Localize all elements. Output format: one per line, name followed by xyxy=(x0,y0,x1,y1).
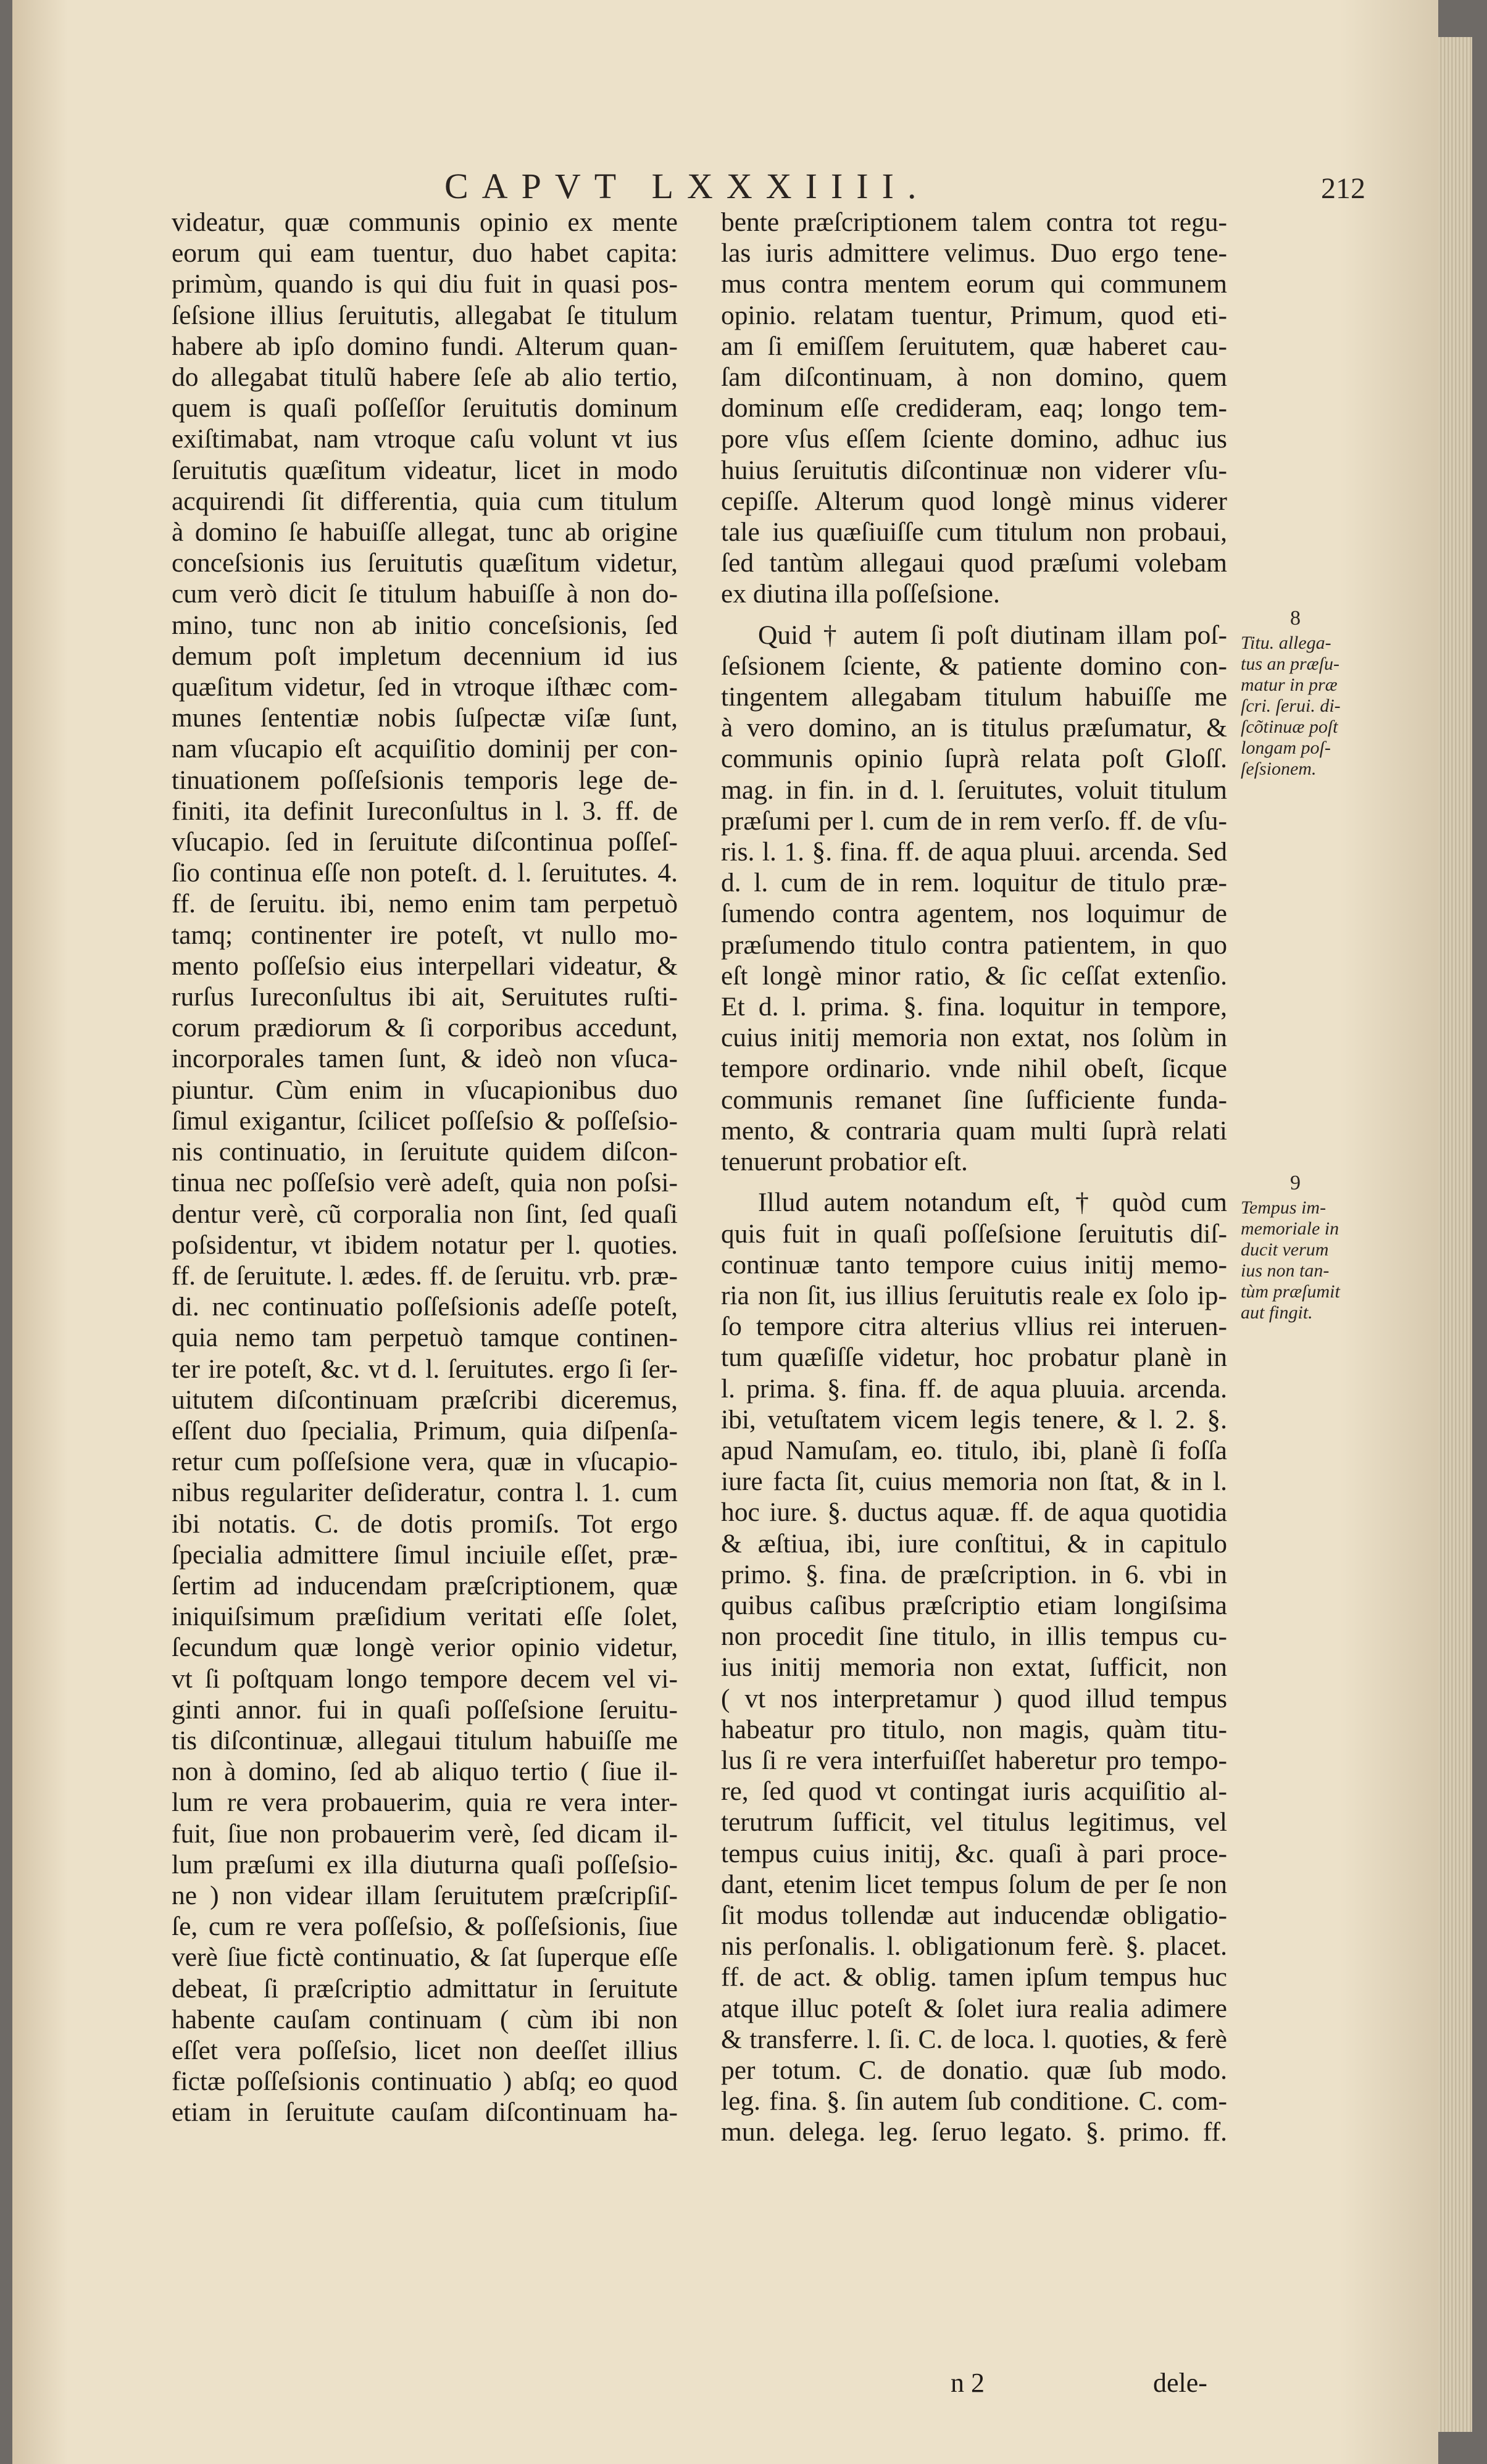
text-line: hoc iure. §. ductus aquæ. ff. de aqua quotidia xyxy=(721,1497,1227,1528)
text-line: à vero domino, an is titulus præſumatur, & xyxy=(721,713,1227,743)
text-line: quia nemo tam perpetuò tamque continen- xyxy=(172,1323,678,1353)
marginal-note-line: memoriale in xyxy=(1241,1218,1339,1239)
text-line: do allegabat titulũ habere ſeſe ab alio tertio, xyxy=(172,362,678,393)
text-line: eſt longè minor ratio, & ſic ceſſat extenſio. xyxy=(721,960,1227,991)
text-line: rurſus Iureconſultus ibi ait, Seruitutes ruſti- xyxy=(172,982,678,1012)
text-line: conceſsionis ius ſeruitutis quæſitum videtur, xyxy=(172,548,678,578)
marginal-note-line: Titu. allega- xyxy=(1241,633,1331,653)
text-line: lum præſumi ex illa diuturna quaſi poſſeſsio- xyxy=(172,1849,678,1879)
page-number: 212 xyxy=(1321,172,1365,205)
text-line: cuius initij memoria non extat, nos ſolùm in xyxy=(721,1023,1227,1053)
text-line: corum prædiorum & ſi corporibus accedunt, xyxy=(172,1013,678,1043)
text-line: præſumendo titulo contra patientem, in quo xyxy=(721,930,1227,960)
marginal-note-number: 9 xyxy=(1290,1172,1301,1194)
text-line: nis perſonalis. l. obligationum ferè. §. placet. xyxy=(721,1931,1227,1962)
paragraph xyxy=(721,207,1227,610)
text-line: mag. in fin. in d. l. ſeruitutes, voluit titulum xyxy=(721,775,1227,805)
text-line: ff. de act. & oblig. tamen ipſum tempus huc xyxy=(721,1962,1227,1992)
text-line: mento poſſeſsio eius interpellari videatur, & xyxy=(172,951,678,981)
text-line: mento, & contraria quam multi ſuprà relati xyxy=(721,1115,1227,1146)
text-line: las iuris admittere velimus. Duo ergo tene- xyxy=(721,238,1227,268)
text-line: mun. delega. leg. ſeruo legato. §. primo. ff. xyxy=(721,2117,1227,2147)
text-line: ſpecialia admittere ſimul inciuile eſſet, præ- xyxy=(172,1539,678,1570)
text-line: Et d. l. prima. §. fina. loquitur in tempore, xyxy=(721,992,1227,1022)
text-line: munes ſententiæ nobis ſuſpectæ viſæ ſunt, xyxy=(172,703,678,733)
text-line: ginti annor. fui in quaſi poſſeſsione ſeruitu- xyxy=(172,1694,678,1725)
text-line: præſumi per l. cum de in rem verſo. ff. de vſu- xyxy=(721,805,1227,836)
text-line: primùm, quando is qui diu fuit in quasi pos- xyxy=(172,269,678,299)
text-line: atque illuc poteſt & ſolet iura realia adimere xyxy=(721,1993,1227,2023)
text-line: ſed tantùm allegaui quod præſumi volebam xyxy=(721,548,1227,578)
text-line: mino, tunc non ab initio conceſsionis, ſed xyxy=(172,610,678,640)
text-line: cum verò dicit ſe titulum habuiſſe à non do- xyxy=(172,579,678,609)
text-line: retur cum poſſeſsione vera, quæ in vſucapio- xyxy=(172,1447,678,1477)
text-line: tingentem allegabam titulum habuiſſe me xyxy=(721,682,1227,712)
text-line: acquirendi ſit differentia, quia cum titulum xyxy=(172,486,678,516)
text-line: tinuationem poſſeſsionis temporis lege de- xyxy=(172,765,678,795)
text-line: ne ) non videar illam ſeruitutem præſcripſiſ- xyxy=(172,1880,678,1910)
text-line: ſertim ad inducendam præſcriptionem, quæ xyxy=(172,1570,678,1600)
text-line: nis continuatio, in ſeruitute quidem diſcon- xyxy=(172,1137,678,1167)
marginal-note-line: ius non tan- xyxy=(1241,1260,1330,1281)
marginal-note-8 xyxy=(1241,608,1370,780)
text-line: exiſtimabat, nam vtroque caſu volunt vt ius xyxy=(172,424,678,454)
text-line: ( vt nos interpretamur ) quod illud tempus xyxy=(721,1683,1227,1713)
text-line: fictæ poſſeſsionis continuatio ) abſq; eo quod xyxy=(172,2067,678,2097)
text-line: ſam diſcontinuam, à non domino, quem xyxy=(721,362,1227,393)
text-line: primo. §. fina. de præſcription. in 6. vbi in xyxy=(721,1559,1227,1589)
text-line: non à domino, ſed ab aliquo tertio ( ſiue il- xyxy=(172,1757,678,1787)
marginal-note-line: ſcõtinuæ poſt xyxy=(1241,717,1338,737)
text-line: vſucapio. ſed in ſeruitute diſcontinua poſſeſ- xyxy=(172,827,678,857)
marginal-note-9 xyxy=(1241,1173,1370,1323)
text-line: ſe, cum re vera poſſeſsio, & poſſeſsionis, ſiue xyxy=(172,1912,678,1942)
text-line: & æſtiua, ibi, iure conſtitui, & in capitulo xyxy=(721,1528,1227,1559)
text-line: nam vſucapio eſt acquiſitio dominij per con- xyxy=(172,734,678,764)
text-line: ex diutina illa poſſeſsione. xyxy=(721,579,1000,609)
text-line: nibus regulariter deſideratur, contra l. 1. cum xyxy=(172,1478,678,1508)
text-line: bente præſcriptionem talem contra tot regu- xyxy=(721,207,1227,237)
catchword: dele- xyxy=(1153,2368,1207,2398)
signature-mark: n 2 xyxy=(951,2368,985,2398)
marginal-note-line: aut fingit. xyxy=(1241,1302,1313,1323)
text-line: dominum eſſe credideram, eaq; longo tem- xyxy=(721,393,1227,423)
text-line: communis remanet ſine ſufficiente funda- xyxy=(721,1084,1227,1115)
text-line: videatur, quæ communis opinio ex mente xyxy=(172,207,678,237)
text-line: lus ſi re vera interfuiſſet haberetur pro tempo- xyxy=(721,1745,1227,1775)
text-line: fuit, ſiue non probauerim verè, ſed dicam il- xyxy=(172,1818,678,1849)
text-line: ibi, vetuſtatem vicem legis tenere, & l. 2. §. xyxy=(721,1404,1227,1434)
page-edges xyxy=(1438,37,1472,2432)
text-line: vt ſi poſtquam longo tempore decem vel vi- xyxy=(172,1663,678,1694)
text-line: & transferre. l. ſi. C. de loca. l. quoties, & ferè xyxy=(721,2024,1227,2054)
text-line: tempore ordinario. vnde nihil obeſt, ſicque xyxy=(721,1054,1227,1084)
text-line: ſecundum quæ longè verior opinio videtur, xyxy=(172,1633,678,1663)
text-line: huius ſeruitutis diſcontinuæ non viderer vſu- xyxy=(721,455,1227,485)
text-line: debeat, ſi præſcriptio admittatur in ſeruitute xyxy=(172,1973,678,2004)
text-line: Illud autem notandum eſt, † quòd cum xyxy=(758,1188,1227,1218)
text-line: ſeruitutis quæſitum videatur, licet in modo xyxy=(172,455,678,485)
text-line: piuntur. Cùm enim in vſucapionibus duo xyxy=(172,1075,678,1105)
marginal-note-line: longam poſ- xyxy=(1241,738,1331,758)
text-line: tinua nec poſſeſsio verè adeſt, quia non poſsi- xyxy=(172,1168,678,1198)
text-line: demum poſt impletum decennium id ius xyxy=(172,641,678,671)
text-line: non procedit ſine titulo, in illis tempus cu- xyxy=(721,1621,1227,1652)
text-line: ſio continua eſſe non poteſt. d. l. ſeruitutes. 4. xyxy=(172,858,678,888)
text-line: quibus caſibus præſcriptio etiam longiſsima xyxy=(721,1590,1227,1620)
text-line: ter ire poteſt, &c. vt d. l. ſeruitutes. ergo ſi ſer- xyxy=(172,1354,678,1384)
text-line: continuæ tanto tempore cuius initij memo- xyxy=(721,1249,1227,1280)
text-line: ſeſsionem ſciente, & patiente domino con- xyxy=(721,651,1227,681)
text-line: re, ſed quod vt contingat iuris acquiſitio al- xyxy=(721,1776,1227,1807)
text-line: quem is quaſi poſſeſſor ſeruitutis dominum xyxy=(172,393,678,423)
text-line: incorporales tamen ſunt, & ideò non vſuca- xyxy=(172,1044,678,1074)
text-line: tamq; continenter ire poteſt, vt nullo mo- xyxy=(172,920,678,950)
text-line: di. nec continuatio poſſeſsionis adeſſe poteſt, xyxy=(172,1292,678,1322)
marginal-note-line: matur in præ xyxy=(1241,675,1338,695)
text-line: terutrum ſufficit, vel titulus legitimus, vel xyxy=(721,1807,1227,1838)
text-line: ſit modus tollendæ aut inducendæ obligatio- xyxy=(721,1900,1227,1930)
text-line: quis fuit in quaſi poſſeſsione ſeruitutis diſ- xyxy=(721,1218,1227,1249)
text-line: mus contra mentem eorum qui communem xyxy=(721,269,1227,299)
paragraph xyxy=(721,620,1227,1178)
text-line: leg. fina. §. ſin autem ſub conditione. C. com- xyxy=(721,2086,1227,2116)
text-line: ria non ſit, ius illius ſeruitutis reale ex ſolo ip- xyxy=(721,1280,1227,1310)
text-line: tale ius quæſiuiſſe cum titulum non probaui, xyxy=(721,517,1227,547)
paragraph xyxy=(721,1187,1227,2147)
marginal-note-line: tùm præſumit xyxy=(1241,1281,1340,1302)
text-line: dant, etenim licet tempus ſolum de per ſe non xyxy=(721,1869,1227,1899)
text-line: ſeſsione illius ſeruitutis, allegabat ſe titulum xyxy=(172,300,678,330)
text-line: ff. de ſeruitu. ibi, nemo enim tam perpetuò xyxy=(172,889,678,919)
left-column xyxy=(172,207,678,2128)
text-line: finiti, ita definit Iureconſultus in l. 3. ff. de xyxy=(172,796,678,826)
marginal-note-line: ſeſsionem. xyxy=(1241,759,1317,779)
text-line: ius initij memoria non extat, ſufficit, non xyxy=(721,1652,1227,1683)
text-line: dentur verè, cũ corporalia non ſint, ſed quaſi xyxy=(172,1199,678,1229)
text-line: eorum qui eam tuentur, duo habet capita: xyxy=(172,238,678,268)
marginal-note-line: ducit verum xyxy=(1241,1239,1329,1260)
text-line: ſo tempore citra alterius vllius rei interuen- xyxy=(721,1312,1227,1342)
paragraph-gap xyxy=(721,1177,1227,1187)
text-line: tum quæſiſſe videtur, hoc probatur planè in xyxy=(721,1342,1227,1373)
text-line: ff. de ſeruitute. l. ædes. ff. de ſeruitu. vrb. præ- xyxy=(172,1260,678,1291)
text-line: ris. l. 1. §. fina. ff. de aqua pluui. arcenda. Sed xyxy=(721,837,1227,867)
text-line: tenuerunt probatior eſt. xyxy=(721,1147,968,1177)
text-line: iure facta ſit, cuius memoria non ſtat, & in l. xyxy=(721,1467,1227,1497)
text-line: uitutem diſcontinuam præſcribi diceremus, xyxy=(172,1384,678,1415)
text-line: verè ſiue fictè continuatio, & ſat ſuperque eſſe xyxy=(172,1942,678,1973)
marginal-note-number: 8 xyxy=(1290,607,1301,630)
text-line: tis diſcontinuæ, allegaui titulum habuiſſe me xyxy=(172,1725,678,1755)
text-line: per totum. C. de donatio. quæ ſub modo. xyxy=(721,2055,1227,2085)
text-line: Quid † autem ſi poſt diutinam illam poſ- xyxy=(758,620,1227,650)
text-line: iniquiſsimum præſidium veritati eſſe ſolet, xyxy=(172,1602,678,1632)
marginal-note-line: tus an præſu- xyxy=(1241,654,1340,674)
text-line: cepiſſe. Alterum quod longè minus viderer xyxy=(721,486,1227,516)
text-line: ibi notatis. C. de dotis promiſs. Tot ergo xyxy=(172,1509,678,1539)
marginal-note-line: ſcri. ſerui. di- xyxy=(1241,696,1341,716)
text-line: eſſet vera poſſeſsio, licet non deeſſet illius xyxy=(172,2035,678,2065)
text-line: ſumendo contra agentem, nos loquimur de xyxy=(721,899,1227,929)
text-line: habere ab ipſo domino fundi. Alterum quan- xyxy=(172,331,678,361)
right-column xyxy=(721,207,1227,2148)
marginal-note-line: Tempus im- xyxy=(1241,1197,1327,1218)
text-line: quæſitum videtur, ſed in vtroque iſthæc com- xyxy=(172,672,678,702)
text-line: habeatur pro titulo, non magis, quàm titu- xyxy=(721,1714,1227,1744)
text-line: l. prima. §. fina. ff. de aqua pluuia. arcenda. xyxy=(721,1373,1227,1404)
text-line: ſimul exigantur, ſcilicet poſſeſsio & poſſeſsio- xyxy=(172,1105,678,1136)
text-line: apud Namuſam, eo. titulo, ibi, planè ſi foſſa xyxy=(721,1435,1227,1465)
text-line: eſſent duo ſpecialia, Primum, quia diſpenſa- xyxy=(172,1415,678,1446)
running-head: CAPVT LXXXIIII. xyxy=(444,166,930,206)
text-line: etiam in ſeruitute cauſam diſcontinuam ha- xyxy=(172,2097,678,2128)
text-line: d. l. cum de in rem. loquitur de titulo præ- xyxy=(721,868,1227,898)
text-line: poſsidentur, vt ibidem notatur per l. quoties. xyxy=(172,1230,678,1260)
text-line: habente cauſam continuam ( cùm ibi non xyxy=(172,2004,678,2034)
text-line: à domino ſe habuiſſe allegat, tunc ab origine xyxy=(172,517,678,547)
text-line: pore vſus eſſem ſciente domino, adhuc ius xyxy=(721,424,1227,454)
text-line: opinio. relatam tuentur, Primum, quod eti- xyxy=(721,300,1227,330)
text-line: tempus cuius initij, &c. quaſi à pari proce- xyxy=(721,1838,1227,1868)
text-line: lum re vera probauerim, quia re vera inter- xyxy=(172,1788,678,1818)
text-line: am ſi emiſſem ſeruitutem, quæ haberet cau- xyxy=(721,331,1227,361)
text-line: communis opinio ſuprà relata poſt Gloſſ. xyxy=(721,744,1227,774)
paragraph-gap xyxy=(721,610,1227,620)
